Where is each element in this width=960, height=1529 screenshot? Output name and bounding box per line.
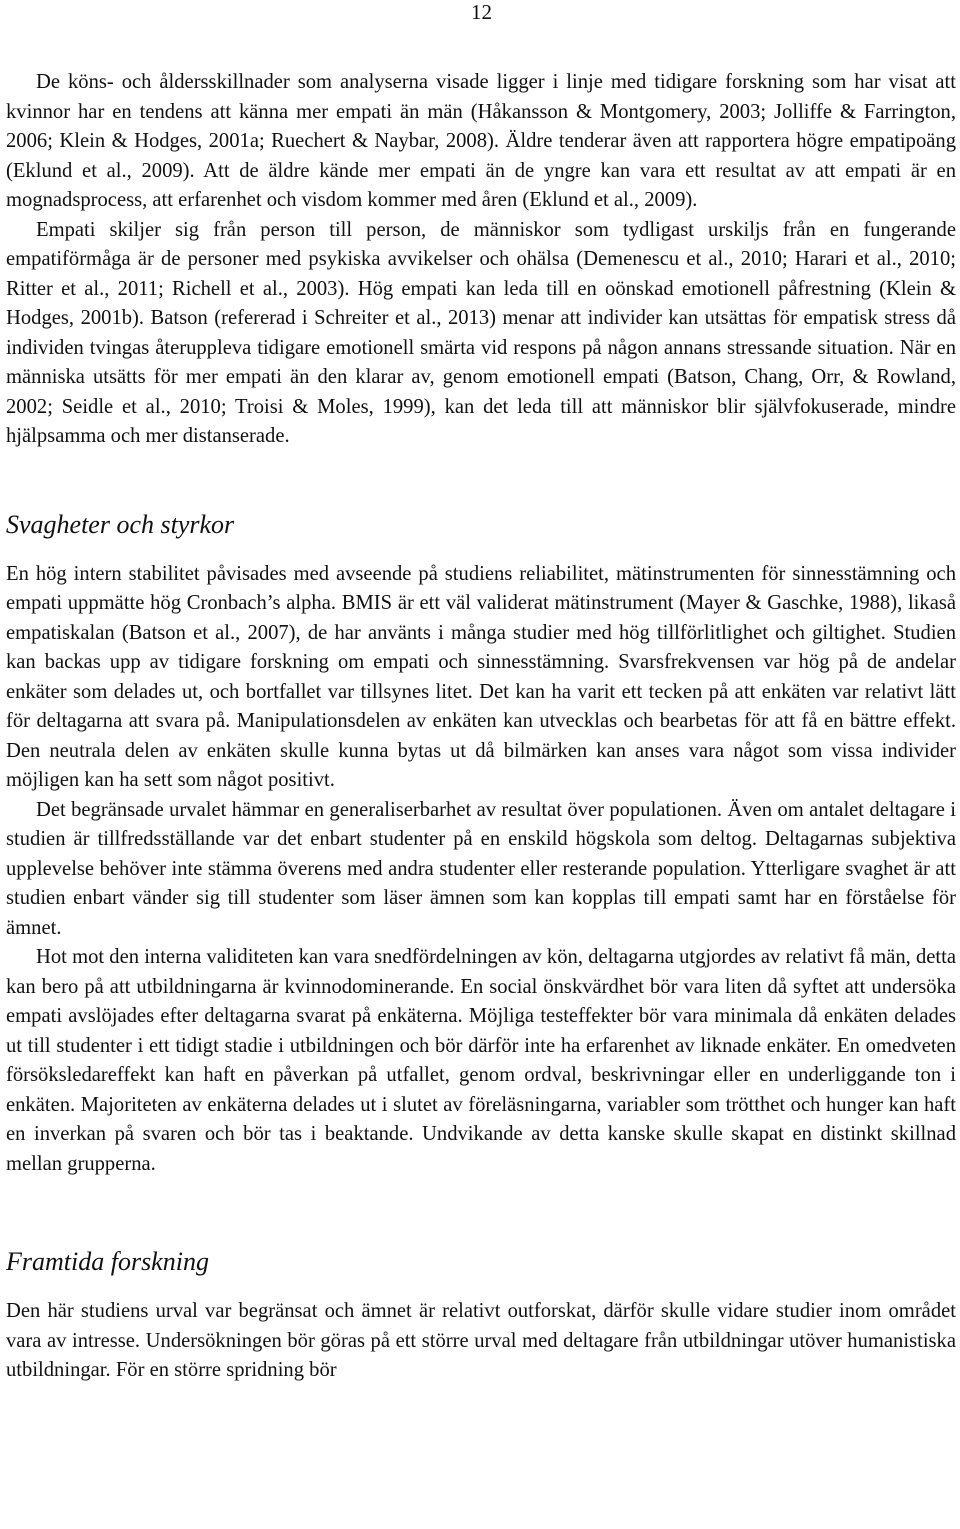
document-body — [6, 68, 956, 1386]
paragraph-framtida-1: Den här studiens urval var begränsat och ämnet är relativt outforskat, därför skulle vidare studier inom området vara av intresse. Undersökningen bör göras på ett större urval med deltagare från utbildningar utöver humanistiska utbildningar. För en större spridning bör — [6, 1300, 956, 1381]
paragraph-svagheter-3: Hot mot den interna validiteten kan vara snedfördelningen av kön, deltagarna utgjordes av relativt få män, detta kan bero på att utbildningarna är kvinnodominerande. En social önskvärdhet bör vara liten då syftet att undersöka empati avslöjades efter deltagarna svarat på enkäterna. Möjliga testeffekter bör vara minimala då enkäten delades ut till studenter i ett tidigt stadie i utbildningen och bör därför inte ha erfarenhet av liknade enkäter. En omedveten försöksledareffekt kan haft en påverkan på utfallet, genom ordval, beskrivningar eller en underliggande ton i enkäten. Majoriteten av enkäterna delades ut i slutet av föreläsningarna, variabler som trötthet och hunger kan haft en inverkan på svaren och bör tas i beaktande. Undvikande av detta kanske skulle skapat en distinkt skillnad mellan grupperna. — [6, 946, 956, 1175]
paragraph-intro-2: Empati skiljer sig från person till person, de människor som tydligast urskiljs från en fungerande empatiförmåga är de personer med psykiska avvikelser och ohälsa (Demenescu et al., 2010; Harari et al., 2010; Ritter et al., 2011; Richell et al., 2003). Hög empati kan leda till en oönskad emotionell påfrestning (Klein & Hodges, 2001b). Batson (refererad i Schreiter et al., 2013) menar att individer kan utsättas för empatisk stress då individen tvingas återuppleva tidigare emotionell smärta vid respons på någon annans stressande situation. När en människa utsätts för mer empati än den klarar av, genom emotionell empati (Batson, Chang, Orr, & Rowland, 2002; Seidle et al., 2010; Troisi & Moles, 1999), kan det leda till att människor blir självfokuserade, mindre hjälpsamma och mer distanserade. — [6, 218, 956, 447]
page-number: 12 — [471, 0, 492, 24]
heading-framtida-forskning: Framtida forskning — [6, 1247, 209, 1276]
paragraph-intro-1: De köns- och åldersskillnader som analyserna visade ligger i linje med tidigare forskning som har visat att kvinnor har en tendens att känna mer empati än män (Håkansson & Montgomery, 2003; Jolliffe & Farrington, 2006; Klein & Hodges, 2001a; Ruechert & Naybar, 2008). Äldre tenderar även att rapportera högre empatipoäng (Eklund et al., 2009). Att de äldre kände mer empati än de yngre kan vara ett resultat av att empati är en mognadsprocess, att erfarenhet och visdom kommer med åren (Eklund et al., 2009). — [6, 71, 956, 211]
paragraph-svagheter-2: Det begränsade urvalet hämmar en generaliserbarhet av resultat över populationen. Även om antalet deltagare i studien är tillfredsställande var det enbart studenter på en enskild högskola som deltog. Deltagarnas subjektiva upplevelse behöver inte stämma överens med andra studenter eller resterande population. Ytterligare svaghet är att studien enbart vänder sig till studenter som läser ämnen som kan kopplas till empati samt har en förståelse för ämnet. — [6, 798, 956, 939]
paragraph-svagheter-1: En hög intern stabilitet påvisades med avseende på studiens reliabilitet, mätinstrumenten för sinnesstämning och empati uppmätte hög Cronbach’s alpha. BMIS är ett väl validerat mätinstrument (Mayer & Gaschke, 1988), likaså empatiskalan (Batson et al., 2007), de har använts i många studier med hög tillförlitlighet och giltighet. Studien kan backas upp av tidigare forskning om empati och sinnesstämning. Svarsfrekvensen var hög på de andelar enkäter som delades ut, och bortfallet var tillsynes litet. Det kan ha varit ett tecken på att enkäten var relativt lätt för deltagarna att svara på. Manipulationsdelen av enkäten kan utvecklas och bearbetas för att få en bättre effekt. Den neutrala delen av enkäten skulle kunna bytas ut då bilmärken kan anses vara något som vissa individer möjligen kan ha sett som något positivt. — [6, 562, 956, 791]
heading-svagheter-och-styrkor: Svagheter och styrkor — [6, 509, 235, 539]
